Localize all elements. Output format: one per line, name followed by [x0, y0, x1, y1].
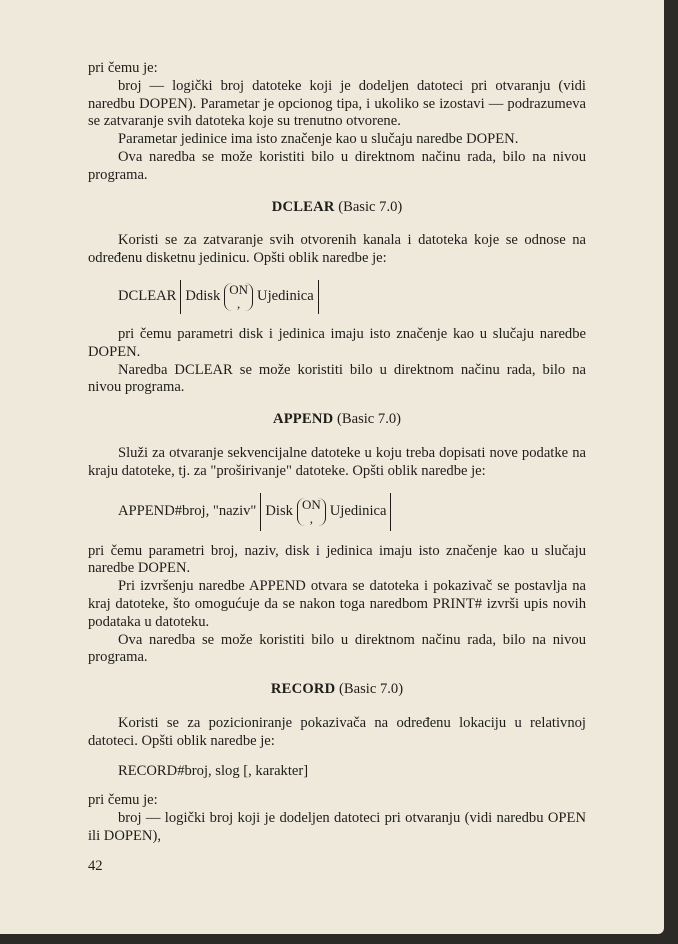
syntax-bracket: [260, 493, 261, 531]
heading-suffix: (Basic 7.0): [338, 198, 403, 215]
heading-suffix: (Basic 7.0): [339, 681, 404, 698]
heading-name: RECORD: [270, 681, 336, 698]
syntax-disk: Ddisk: [185, 288, 221, 305]
paragraph: pri čemu je:: [88, 792, 158, 809]
syntax-choice: [297, 498, 326, 526]
syntax-command: RECORD#broj, slog [, karakter]: [118, 762, 309, 779]
syntax-bracket: [180, 280, 181, 314]
syntax-disk: Disk: [265, 502, 293, 519]
syntax-bracket: [318, 280, 319, 314]
syntax-record: [118, 763, 586, 781]
paragraph: Pri izvršenju naredbe APPEND otvara se datoteka i pokazivač se postavlja na kraj datoteke, što omogućuje da se nakon toga naredbom PRINT# izvrši upis novih podataka u datoteku.: [88, 578, 586, 630]
section-heading-record: [88, 681, 586, 699]
syntax-bracket: [390, 493, 391, 531]
syntax-dclear: [118, 280, 586, 314]
paragraph: broj — logički broj datoteke koji je dodeljen datoteci pri otvaranju (vidi naredbu DOPEN). Parametar je opcionog tipa, i ukoliko se izostavi — podrazumeva se zatvaranje svih datoteka koje su trenutno otvorene.: [88, 77, 586, 130]
syntax-append: [118, 493, 586, 531]
page-number: 42: [88, 858, 103, 874]
paragraph: Ova naredba se može koristiti bilo u direktnom načinu rada, bilo na nivou programa.: [88, 631, 586, 666]
syntax-command: APPEND#broj, "naziv": [118, 502, 257, 519]
section-heading-append: [88, 411, 586, 429]
syntax-unit: Ujedinica: [257, 288, 314, 305]
paragraph: Ova naredba se može koristiti bilo u direktnom načinu rada, bilo na nivou programa.: [88, 148, 586, 183]
paragraph: broj — logički broj koji je dodeljen datoteci pri otvaranju (vidi naredbu OPEN ili DOPEN),: [88, 810, 586, 844]
choice-top: ON: [301, 496, 321, 512]
paragraph: pri čemu parametri broj, naziv, disk i jedinica imaju isto značenje kao u slučaju naredbe DOPEN.: [88, 542, 586, 577]
paragraph: Koristi se za pozicioniranje pokazivača na određenu lokaciju u relativnoj datoteci. Opšti oblik naredbe je:: [88, 714, 586, 749]
paragraph: Koristi se za zatvaranje svih otvorenih kanala i datoteka koje se odnose na određenu disketnu jedinicu. Opšti oblik naredbe je:: [88, 232, 586, 267]
syntax-choice: [224, 283, 253, 311]
paragraph: Naredba DCLEAR se može koristiti bilo u direktnom načinu rada, bilo na nivou programa.: [88, 361, 586, 396]
paragraph: pri čemu je:: [88, 60, 158, 76]
paragraph: Služi za otvaranje sekvencijalne datoteke u koju treba dopisati nove podatke na kraju datoteke, tj. za "proširivanje" datoteke. Opšti oblik naredbe je:: [88, 444, 586, 479]
paragraph: Parametar jedinice ima isto značenje kao u slučaju naredbe DOPEN.: [118, 131, 519, 148]
choice-top: ON: [229, 281, 249, 297]
paragraph: pri čemu parametri disk i jedinica imaju isto značenje kao u slučaju naredbe DOPEN.: [88, 325, 586, 360]
choice-bottom: ,: [237, 295, 241, 311]
syntax-command: DCLEAR: [118, 288, 177, 305]
page-text: [88, 60, 586, 846]
section-heading-dclear: [88, 199, 586, 217]
heading-suffix: (Basic 7.0): [337, 411, 402, 428]
syntax-unit: Ujedinica: [329, 502, 387, 519]
choice-bottom: ,: [309, 510, 313, 526]
heading-name: DCLEAR: [271, 198, 335, 215]
heading-name: APPEND: [272, 411, 334, 428]
